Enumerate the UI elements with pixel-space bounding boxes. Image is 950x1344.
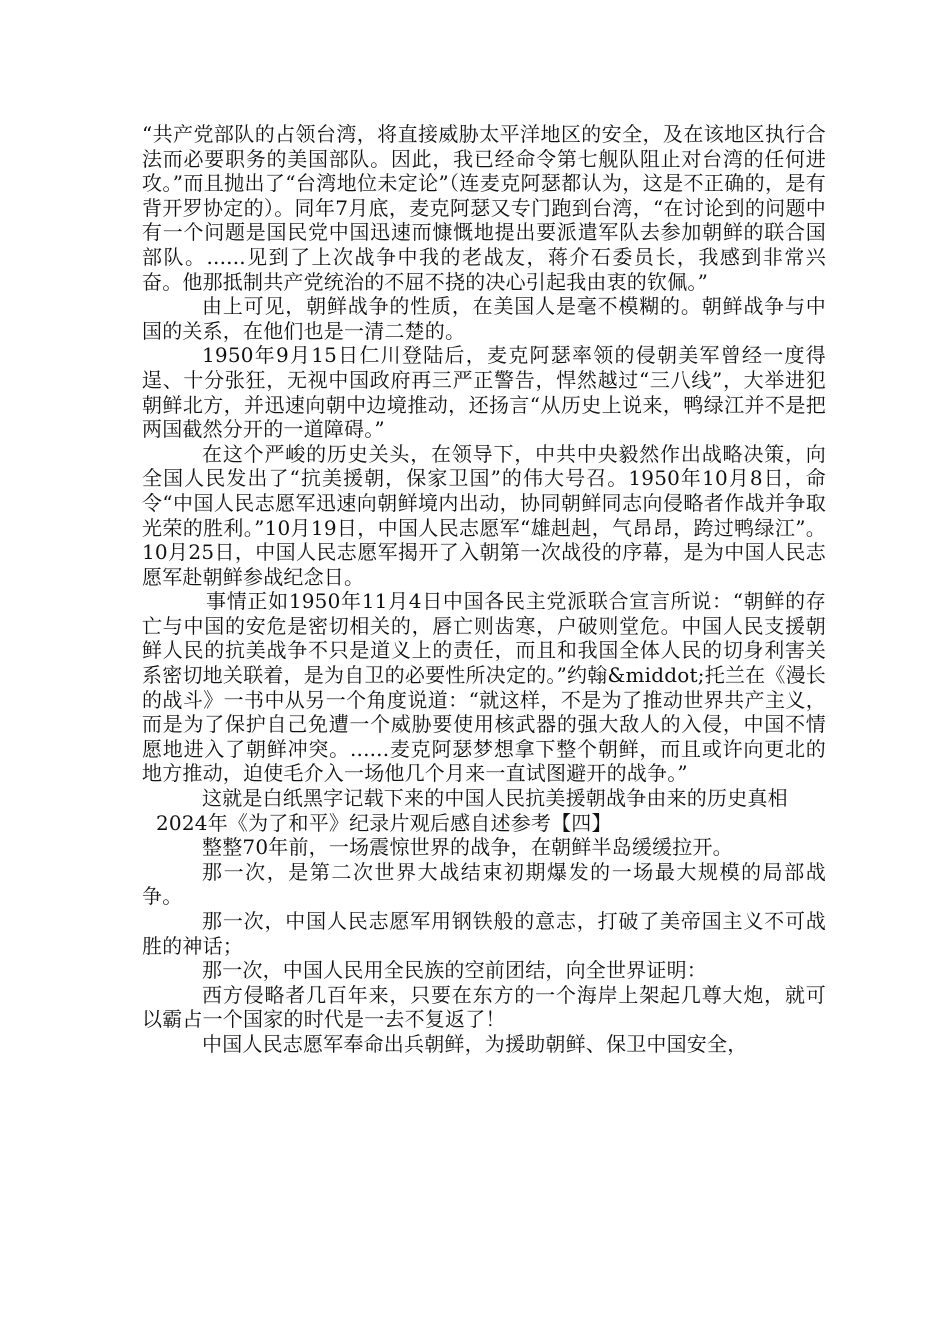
- paragraph-seventy-years: 整整70年前，一场震惊世界的战争，在朝鲜半岛缓缓拉开。: [202, 835, 733, 860]
- document-body: [142, 122, 826, 1057]
- paragraph-unity: 那一次，中国人民用全民族的空前团结，向全世界证明：: [202, 958, 707, 983]
- paragraph-taiwan-quote: “共产党部队的占领台湾，将直接威胁太平洋地区的安全，及在该地区执行合法而必要职务的美国部队。因此，我已经命令第七舰队阻止对台湾的任何进攻。”而且抛出了“台湾地位未定论”（连麦克阿瑟都认为，这是不正确的，是有背开罗协定的）。同年7月底，麦克阿瑟又专门跑到台湾，“在讨论到的问题中有一个问题是国民党中国迅速而慷慨地提出要派遣军队去参加朝鲜的联合国部队。......见到了上次战争中我的老战友，蒋介石委员长，我感到非常兴奋。他那抵制共产党统治的不屈不挠的决心引起我由衷的钦佩。”: [142, 122, 826, 294]
- paragraph-incheon-landing: 1950年9月15日仁川登陆后，麦克阿瑟率领的侵朝美军曾经一度得逞、十分张狂，无视中国政府再三严正警告，悍然越过“三八线”，大举进犯朝鲜北方，并迅速向朝中边境推动，还扬言“从历史上说来，鸭绿江并不是把两国截然分开的一道障碍。”: [142, 343, 826, 442]
- paragraph-decision: 在这个严峻的历史关头，在领导下，中共中央毅然作出战略决策，向全国人民发出了“抗美援朝，保家卫国”的伟大号召。1950年10月8日，命令“中国人民志愿军迅速向朝鲜境内出动，协同朝鲜同志向侵略者作战并争取光荣的胜利。”10月19日，中国人民志愿军“雄赳赳，气昂昂，跨过鸭绿江”。10月25日，中国人民志愿军揭开了入朝第一次战役的序幕，是为中国人民志愿军赴朝鲜参战纪念日。: [142, 441, 826, 589]
- paragraph-nature-of-war: 由上可见，朝鲜战争的性质，在美国人是毫不模糊的。朝鲜战争与中国的关系，在他们也是一清二楚的。: [142, 294, 826, 343]
- paragraph-volunteers-ordered: 中国人民志愿军奉命出兵朝鲜，为援助朝鲜、保卫中国安全，: [202, 1031, 748, 1056]
- paragraph-broke-myth: 那一次，中国人民志愿军用钢铁般的意志，打破了美帝国主义不可战胜的神话；: [142, 909, 826, 958]
- section-heading: 2024年《为了和平》纪录片观后感自述参考【四】: [156, 810, 612, 835]
- paragraph-declaration: 事情正如1950年11月4日中国各民主党派联合宣言所说：“朝鲜的存亡与中国的安危是密切相关的，唇亡则齿寒，户破则堂危。中国人民支援朝鲜人民的抗美战争不只是道义上的责任，而且和我国全体人民的切身利害关系密切地关联着，是为自卫的必要性所决定的。”约翰&middot;托兰在《漫长的战斗》一书中从另一个角度说道：“就这样，不是为了推动世界共产主义，而是为了保护自己免遭一个威胁要使用核武器的强大敌人的入侵，中国不情愿地进入了朝鲜冲突。......麦克阿瑟梦想拿下整个朝鲜，而且或许向更北的地方推动，迫使毛介入一场他几个月来一直试图避开的战争。”: [142, 589, 826, 786]
- paragraph-historical-truth: 这就是白纸黑字记载下来的中国人民抗美援朝战争由来的历史真相: [202, 786, 788, 811]
- paragraph-era-gone: 西方侵略者几百年来，只要在东方的一个海岸上架起几尊大炮，就可以霸占一个国家的时代是一去不复返了！: [142, 982, 826, 1032]
- paragraph-local-war: 那一次，是第二次世界大战结束初期爆发的一场最大规模的局部战争。: [142, 859, 826, 909]
